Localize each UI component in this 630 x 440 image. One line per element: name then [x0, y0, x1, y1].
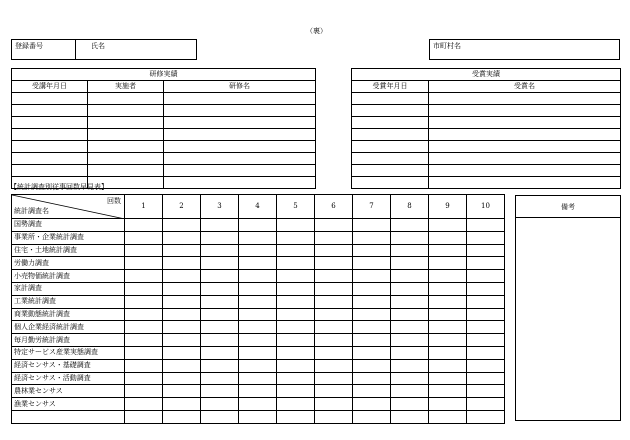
- survey-name: 労働力調査: [12, 257, 125, 270]
- count-cell[interactable]: [239, 372, 277, 385]
- count-cell[interactable]: [429, 398, 467, 411]
- survey-name: 国勢調査: [12, 219, 125, 232]
- count-cell[interactable]: [467, 398, 505, 411]
- count-cell[interactable]: [277, 231, 315, 244]
- survey-row: [12, 219, 505, 232]
- count-cell[interactable]: [467, 372, 505, 385]
- count-cell[interactable]: [315, 270, 353, 283]
- count-cell[interactable]: [163, 244, 201, 257]
- count-cell[interactable]: [353, 219, 391, 232]
- training-cell[interactable]: [12, 165, 88, 177]
- count-cell[interactable]: [353, 359, 391, 372]
- survey-row: [12, 398, 505, 411]
- survey-count-table: [11, 194, 505, 424]
- count-cell[interactable]: [391, 308, 429, 321]
- count-cell[interactable]: [201, 231, 239, 244]
- award-cell[interactable]: [352, 141, 429, 153]
- training-row: [12, 165, 316, 177]
- training-cell[interactable]: [12, 105, 88, 117]
- count-cell[interactable]: [125, 321, 163, 334]
- registration-name-box: [11, 39, 197, 60]
- survey-name: 経済センサス・基礎調査: [12, 359, 125, 372]
- count-cell[interactable]: [353, 270, 391, 283]
- count-cell[interactable]: [277, 308, 315, 321]
- survey-row: [12, 385, 505, 398]
- count-cell[interactable]: [201, 295, 239, 308]
- count-cell[interactable]: [467, 295, 505, 308]
- count-header-5: 5: [277, 195, 315, 219]
- survey-table-title: 【統計調査別従事回数早見表】: [10, 183, 108, 191]
- survey-row: [12, 231, 505, 244]
- count-cell[interactable]: [239, 334, 277, 347]
- count-cell[interactable]: [429, 372, 467, 385]
- count-cell[interactable]: [391, 270, 429, 283]
- training-row: [12, 141, 316, 153]
- municipality-box: [429, 39, 620, 60]
- count-cell[interactable]: [239, 308, 277, 321]
- count-cell[interactable]: [125, 410, 163, 423]
- count-cell[interactable]: [429, 295, 467, 308]
- count-header-10: 10: [467, 195, 505, 219]
- survey-name: 小売物価統計調査: [12, 270, 125, 283]
- count-header-1: 1: [125, 195, 163, 219]
- award-cell[interactable]: [352, 129, 429, 141]
- count-cell[interactable]: [277, 359, 315, 372]
- count-cell[interactable]: [391, 219, 429, 232]
- survey-name: 家計調査: [12, 282, 125, 295]
- count-cell[interactable]: [467, 346, 505, 359]
- award-row: [352, 141, 621, 153]
- count-cell[interactable]: [315, 295, 353, 308]
- remarks-divider: [516, 217, 620, 218]
- award-cell[interactable]: [352, 93, 429, 105]
- count-cell[interactable]: [277, 219, 315, 232]
- award-cell[interactable]: [352, 105, 429, 117]
- count-cell[interactable]: [125, 219, 163, 232]
- training-row: [12, 153, 316, 165]
- award-row: [352, 165, 621, 177]
- count-header-6: 6: [315, 195, 353, 219]
- count-cell[interactable]: [277, 385, 315, 398]
- count-cell[interactable]: [125, 308, 163, 321]
- count-cell[interactable]: [125, 359, 163, 372]
- survey-row: [12, 359, 505, 372]
- count-cell[interactable]: [125, 295, 163, 308]
- registration-number-label: 登録番号: [15, 42, 43, 50]
- survey-name: 個人企業経済統計調査: [12, 321, 125, 334]
- survey-row: [12, 308, 505, 321]
- count-cell[interactable]: [277, 321, 315, 334]
- count-cell[interactable]: [315, 398, 353, 411]
- count-cell[interactable]: [125, 282, 163, 295]
- survey-name: 商業動態統計調査: [12, 308, 125, 321]
- count-cell[interactable]: [163, 334, 201, 347]
- training-cell[interactable]: [164, 105, 316, 117]
- count-cell[interactable]: [201, 257, 239, 270]
- count-cell[interactable]: [315, 385, 353, 398]
- training-cell[interactable]: [12, 129, 88, 141]
- count-header-8: 8: [391, 195, 429, 219]
- training-cell[interactable]: [164, 93, 316, 105]
- survey-name: 住宅・土地統計調査: [12, 244, 125, 257]
- count-cell[interactable]: [163, 372, 201, 385]
- count-cell[interactable]: [429, 219, 467, 232]
- count-cell[interactable]: [467, 231, 505, 244]
- count-cell[interactable]: [315, 372, 353, 385]
- count-cell[interactable]: [391, 410, 429, 423]
- training-row: [12, 105, 316, 117]
- count-cell[interactable]: [125, 270, 163, 283]
- count-cell[interactable]: [315, 257, 353, 270]
- count-cell[interactable]: [353, 346, 391, 359]
- count-cell[interactable]: [391, 334, 429, 347]
- corner-survey-label: 統計調査名: [14, 207, 49, 215]
- award-row: [352, 129, 621, 141]
- count-cell[interactable]: [163, 257, 201, 270]
- count-cell[interactable]: [429, 231, 467, 244]
- count-cell[interactable]: [239, 270, 277, 283]
- training-cell[interactable]: [164, 129, 316, 141]
- count-header-7: 7: [353, 195, 391, 219]
- survey-row: [12, 321, 505, 334]
- count-cell[interactable]: [201, 308, 239, 321]
- survey-corner-cell: [12, 195, 125, 219]
- count-cell[interactable]: [163, 270, 201, 283]
- count-cell[interactable]: [163, 385, 201, 398]
- count-cell[interactable]: [315, 321, 353, 334]
- count-cell[interactable]: [429, 282, 467, 295]
- survey-name: 農林業センサス: [12, 385, 125, 398]
- award-cell[interactable]: [429, 129, 621, 141]
- count-cell[interactable]: [163, 282, 201, 295]
- training-cell[interactable]: [88, 129, 164, 141]
- training-row: [12, 129, 316, 141]
- count-header-2: 2: [163, 195, 201, 219]
- count-cell[interactable]: [391, 385, 429, 398]
- count-cell[interactable]: [467, 359, 505, 372]
- count-cell[interactable]: [467, 270, 505, 283]
- count-cell[interactable]: [239, 321, 277, 334]
- training-cell[interactable]: [164, 153, 316, 165]
- survey-row: [12, 372, 505, 385]
- count-cell[interactable]: [429, 410, 467, 423]
- count-cell[interactable]: [353, 244, 391, 257]
- count-cell[interactable]: [429, 321, 467, 334]
- award-row: [352, 177, 621, 189]
- training-cell[interactable]: [88, 141, 164, 153]
- award-cell[interactable]: [352, 165, 429, 177]
- count-cell[interactable]: [429, 346, 467, 359]
- count-cell[interactable]: [239, 257, 277, 270]
- training-header-organizer: 実施者: [88, 81, 164, 93]
- count-cell[interactable]: [125, 257, 163, 270]
- count-cell[interactable]: [467, 385, 505, 398]
- count-cell[interactable]: [315, 334, 353, 347]
- count-cell[interactable]: [239, 295, 277, 308]
- count-cell[interactable]: [391, 398, 429, 411]
- count-cell[interactable]: [239, 231, 277, 244]
- count-cell[interactable]: [315, 231, 353, 244]
- award-cell[interactable]: [352, 117, 429, 129]
- count-cell[interactable]: [353, 321, 391, 334]
- training-cell[interactable]: [88, 93, 164, 105]
- survey-header-row: [12, 195, 505, 219]
- award-cell[interactable]: [429, 165, 621, 177]
- count-cell[interactable]: [277, 334, 315, 347]
- survey-row: [12, 295, 505, 308]
- count-cell[interactable]: [239, 244, 277, 257]
- training-row: [12, 93, 316, 105]
- training-cell[interactable]: [88, 117, 164, 129]
- award-cell[interactable]: [429, 141, 621, 153]
- count-cell[interactable]: [391, 346, 429, 359]
- count-cell[interactable]: [163, 346, 201, 359]
- survey-name: 特定サービス産業実態調査: [12, 346, 125, 359]
- count-cell[interactable]: [239, 385, 277, 398]
- survey-row: [12, 270, 505, 283]
- survey-row: [12, 410, 505, 423]
- survey-row: [12, 334, 505, 347]
- training-cell[interactable]: [88, 105, 164, 117]
- award-cell[interactable]: [352, 153, 429, 165]
- count-cell[interactable]: [467, 282, 505, 295]
- count-cell[interactable]: [277, 244, 315, 257]
- count-cell[interactable]: [163, 321, 201, 334]
- survey-name: 事業所・企業統計調査: [12, 231, 125, 244]
- count-cell[interactable]: [277, 282, 315, 295]
- count-cell[interactable]: [125, 385, 163, 398]
- award-cell[interactable]: [429, 93, 621, 105]
- count-cell[interactable]: [201, 334, 239, 347]
- award-cell[interactable]: [429, 117, 621, 129]
- count-cell[interactable]: [467, 308, 505, 321]
- count-cell[interactable]: [125, 398, 163, 411]
- count-cell[interactable]: [353, 372, 391, 385]
- survey-name: [12, 410, 125, 423]
- count-cell[interactable]: [201, 244, 239, 257]
- count-cell[interactable]: [391, 321, 429, 334]
- training-cell[interactable]: [164, 141, 316, 153]
- training-header-course: 研修名: [164, 81, 316, 93]
- award-cell[interactable]: [352, 177, 429, 189]
- count-cell[interactable]: [391, 282, 429, 295]
- count-header-9: 9: [429, 195, 467, 219]
- count-cell[interactable]: [125, 334, 163, 347]
- count-header-3: 3: [201, 195, 239, 219]
- count-cell[interactable]: [239, 410, 277, 423]
- count-cell[interactable]: [163, 308, 201, 321]
- divider: [75, 40, 76, 59]
- survey-row: [12, 244, 505, 257]
- count-cell[interactable]: [353, 385, 391, 398]
- count-cell[interactable]: [467, 219, 505, 232]
- page-side-label: （裏）: [306, 27, 327, 35]
- municipality-label: 市町村名: [433, 42, 461, 50]
- training-cell[interactable]: [12, 141, 88, 153]
- count-cell[interactable]: [429, 334, 467, 347]
- training-cell[interactable]: [164, 117, 316, 129]
- count-cell[interactable]: [315, 359, 353, 372]
- training-row: [12, 117, 316, 129]
- award-record-table: [351, 68, 621, 189]
- count-cell[interactable]: [353, 257, 391, 270]
- training-cell[interactable]: [164, 165, 316, 177]
- count-cell[interactable]: [201, 219, 239, 232]
- training-header-date: 受講年月日: [12, 81, 88, 93]
- count-cell[interactable]: [201, 385, 239, 398]
- training-cell[interactable]: [12, 117, 88, 129]
- count-cell[interactable]: [467, 334, 505, 347]
- training-record-table: [11, 68, 316, 189]
- award-row: [352, 153, 621, 165]
- count-cell[interactable]: [353, 231, 391, 244]
- survey-name: 工業統計調査: [12, 295, 125, 308]
- award-row: [352, 105, 621, 117]
- count-cell[interactable]: [353, 410, 391, 423]
- count-cell[interactable]: [163, 295, 201, 308]
- training-cell[interactable]: [12, 93, 88, 105]
- count-cell[interactable]: [163, 219, 201, 232]
- count-cell[interactable]: [239, 219, 277, 232]
- count-cell[interactable]: [315, 282, 353, 295]
- count-cell[interactable]: [391, 372, 429, 385]
- count-cell[interactable]: [467, 257, 505, 270]
- count-cell[interactable]: [277, 398, 315, 411]
- count-cell[interactable]: [429, 359, 467, 372]
- award-cell[interactable]: [429, 105, 621, 117]
- count-cell[interactable]: [315, 410, 353, 423]
- count-cell[interactable]: [277, 346, 315, 359]
- count-cell[interactable]: [353, 308, 391, 321]
- count-cell[interactable]: [315, 244, 353, 257]
- count-cell[interactable]: [353, 398, 391, 411]
- awards-title: 受賞実績: [352, 69, 621, 81]
- training-cell[interactable]: [88, 153, 164, 165]
- count-cell[interactable]: [201, 410, 239, 423]
- count-cell[interactable]: [163, 398, 201, 411]
- count-cell[interactable]: [391, 244, 429, 257]
- count-cell[interactable]: [201, 372, 239, 385]
- count-cell[interactable]: [353, 295, 391, 308]
- count-cell[interactable]: [277, 257, 315, 270]
- survey-name: 毎月勤労統計調査: [12, 334, 125, 347]
- count-cell[interactable]: [163, 231, 201, 244]
- count-cell[interactable]: [429, 385, 467, 398]
- count-cell[interactable]: [467, 321, 505, 334]
- survey-row: [12, 346, 505, 359]
- count-cell[interactable]: [467, 410, 505, 423]
- count-cell[interactable]: [353, 282, 391, 295]
- count-cell[interactable]: [391, 295, 429, 308]
- count-cell[interactable]: [315, 308, 353, 321]
- count-cell[interactable]: [277, 372, 315, 385]
- count-cell[interactable]: [201, 346, 239, 359]
- count-cell[interactable]: [429, 308, 467, 321]
- count-cell[interactable]: [277, 410, 315, 423]
- count-cell[interactable]: [315, 346, 353, 359]
- count-cell[interactable]: [125, 372, 163, 385]
- count-cell[interactable]: [163, 410, 201, 423]
- count-cell[interactable]: [391, 257, 429, 270]
- award-row: [352, 117, 621, 129]
- count-cell[interactable]: [201, 270, 239, 283]
- training-cell[interactable]: [88, 165, 164, 177]
- count-cell[interactable]: [429, 270, 467, 283]
- count-cell[interactable]: [353, 334, 391, 347]
- count-cell[interactable]: [239, 398, 277, 411]
- survey-name: 漁業センサス: [12, 398, 125, 411]
- training-cell[interactable]: [12, 153, 88, 165]
- count-cell[interactable]: [201, 282, 239, 295]
- survey-name: 経済センサス・活動調査: [12, 372, 125, 385]
- count-cell[interactable]: [315, 219, 353, 232]
- count-cell[interactable]: [391, 231, 429, 244]
- survey-row: [12, 257, 505, 270]
- count-cell[interactable]: [163, 359, 201, 372]
- award-cell[interactable]: [429, 177, 621, 189]
- count-cell[interactable]: [201, 321, 239, 334]
- count-cell[interactable]: [201, 398, 239, 411]
- count-cell[interactable]: [429, 257, 467, 270]
- remarks-title: 備考: [561, 203, 575, 211]
- count-cell[interactable]: [125, 244, 163, 257]
- count-cell[interactable]: [467, 244, 505, 257]
- corner-count-label: 回数: [107, 197, 121, 205]
- remarks-box: [515, 195, 621, 421]
- award-row: [352, 93, 621, 105]
- count-cell[interactable]: [277, 270, 315, 283]
- count-cell[interactable]: [125, 346, 163, 359]
- count-cell[interactable]: [239, 282, 277, 295]
- count-header-4: 4: [239, 195, 277, 219]
- training-cell[interactable]: [164, 177, 316, 189]
- awards-header-date: 受賞年月日: [352, 81, 429, 93]
- training-title: 研修実績: [12, 69, 316, 81]
- count-cell[interactable]: [125, 231, 163, 244]
- count-cell[interactable]: [239, 346, 277, 359]
- survey-row: [12, 282, 505, 295]
- count-cell[interactable]: [239, 359, 277, 372]
- count-cell[interactable]: [201, 359, 239, 372]
- count-cell[interactable]: [429, 244, 467, 257]
- name-label: 氏名: [91, 42, 105, 50]
- awards-header-name: 受賞名: [429, 81, 621, 93]
- count-cell[interactable]: [391, 359, 429, 372]
- award-cell[interactable]: [429, 153, 621, 165]
- count-cell[interactable]: [277, 295, 315, 308]
